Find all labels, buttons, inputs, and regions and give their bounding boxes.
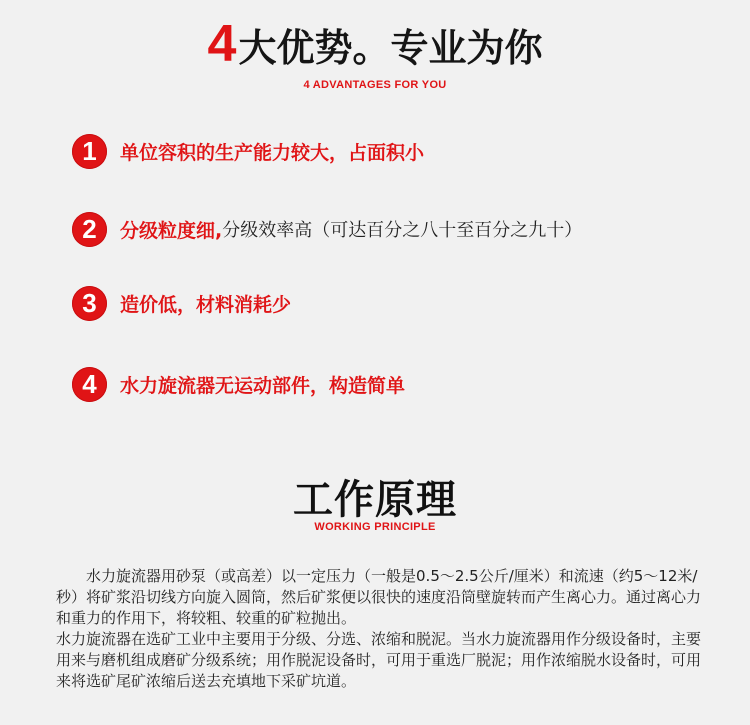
principle-text [56,566,704,692]
number-badge: 1 [72,134,107,169]
section-title: 工作原理 [293,477,457,523]
advantage-text: 单位容积的生产能力较大，占面积小 [120,141,425,164]
advantage-item-4 [72,366,405,402]
title-number: 4 [207,15,237,73]
advantage-text: 水力旋流器无运动部件，构造简单 [120,374,406,397]
page-title [0,14,750,74]
number-badge: 4 [72,367,107,402]
title-subtitle: 4 ADVANTAGES FOR YOU [303,79,447,91]
section-subtitle: WORKING PRINCIPLE [314,521,436,533]
advantage-item-2 [72,211,582,247]
number-badge: 2 [72,212,107,247]
advantage-text: 造价低，材料消耗少 [120,293,292,316]
title-text: 大优势。专业为你 [238,26,543,70]
advantage-item-3 [72,285,291,321]
advantage-text: 分级粒度细, [120,219,223,242]
advantage-extra-text: 分级效率高（可达百分之八十至百分之九十） [222,220,583,241]
number-badge: 3 [72,286,107,321]
principle-paragraph-2: 水力旋流器在选矿工业中主要用于分级、分选、浓缩和脱泥。当水力旋流器用作分级设备时，主要用来与磨机组成磨矿分级系统；用作脱泥设备时，可用于重选厂脱泥；用作浓缩脱水设备时，可用来将选矿尾矿浓缩后送去充填地下采矿坑道。 [56,630,702,690]
advantage-item-1 [72,133,424,169]
principle-paragraph-1: 水力旋流器用砂泵（或高差）以一定压力（一般是0.5～2.5公斤/厘米）和流速（约5～12米/秒）将矿浆沿切线方向旋入圆筒，然后矿浆便以很快的速度沿筒壁旋转而产生离心力。通过离心力和重力的作用下，将较粗、较重的矿粒抛出。 [56,567,702,627]
